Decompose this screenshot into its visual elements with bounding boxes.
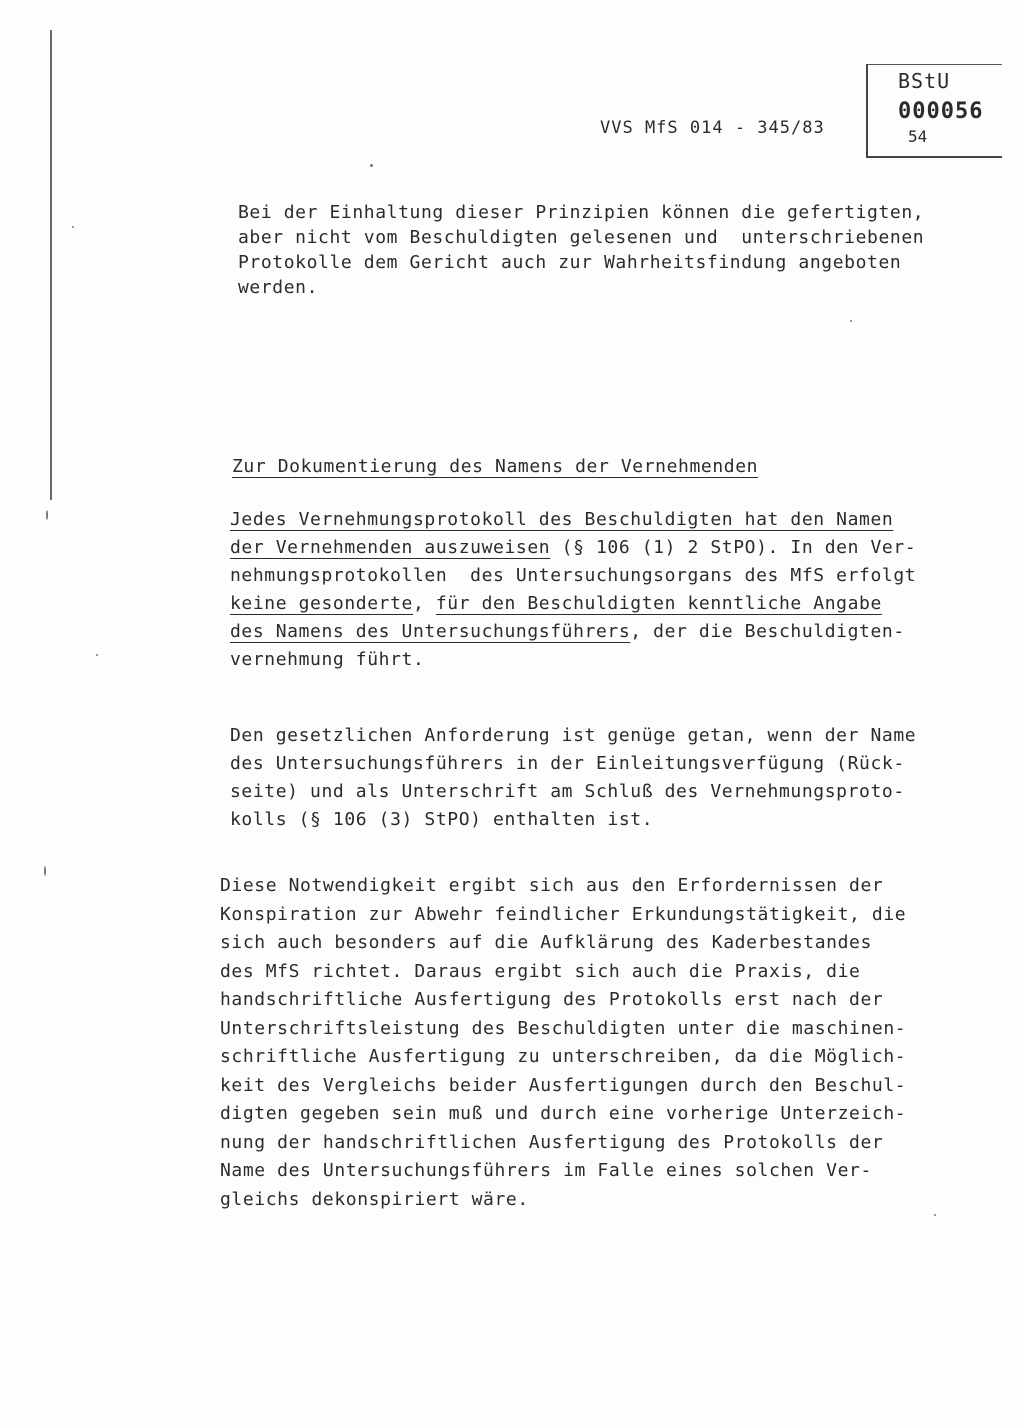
text-line: Den gesetzlichen Anforderung ist genüge getan, wenn der Name	[230, 725, 917, 746]
underlined-phrase: des Namens des Untersuchungsführers	[230, 621, 631, 642]
section-heading: Zur Dokumentierung des Namens der Vernehmenden	[232, 456, 759, 477]
paragraph-principles	[238, 200, 924, 300]
text-line: sich auch besonders auf die Aufklärung des Kaderbestandes	[220, 932, 872, 953]
text-line: Jedes Vernehmungsprotokoll des Beschuldigten hat den Namen	[230, 509, 894, 530]
scan-speck	[370, 164, 373, 167]
underlined-phrase: für den Beschuldigten kenntliche Angabe	[435, 593, 882, 614]
stamp-agency: BStU	[898, 69, 951, 93]
paragraph-requirements	[230, 722, 916, 834]
text-line: nung der handschriftlichen Ausfertigung des Protokolls der	[220, 1131, 884, 1153]
margin-line	[50, 30, 52, 500]
archive-stamp	[866, 64, 1002, 158]
stamp-page-number: 54	[908, 127, 928, 146]
text-span: ,	[413, 593, 436, 614]
text-line: des Untersuchungsführers in der Einleitungsverfügung (Rück-	[230, 753, 905, 774]
scan-speck	[46, 510, 48, 520]
underlined-phrase: der Vernehmenden auszuweisen	[230, 537, 551, 558]
scan-speck	[72, 226, 74, 228]
text-line: Unterschriftsleistung des Beschuldigten unter die maschinen-	[220, 1017, 907, 1039]
text-line	[230, 534, 916, 562]
scan-speck	[934, 1214, 936, 1216]
text-line	[230, 618, 916, 646]
text-line: Protokolle dem Gericht auch zur Wahrheitsfindung angeboten	[238, 252, 902, 273]
text-line: Diese Notwendigkeit ergibt sich aus den Erfordernissen der	[220, 875, 884, 896]
text-line: Name des Untersuchungsführers im Falle eines solchen Ver-	[220, 1160, 872, 1181]
text-line: schriftliche Ausfertigung zu unterschreiben, da die Möglich-	[220, 1046, 907, 1067]
text-line: digten gegeben sein muß und durch eine vorherige Unterzeich-	[220, 1103, 907, 1124]
text-line	[230, 590, 916, 618]
document-reference: VVS MfS 014 - 345/83	[600, 118, 825, 138]
text-line: des MfS richtet. Daraus ergibt sich auch die Praxis, die	[220, 960, 861, 982]
text-line: handschriftliche Ausfertigung des Protokolls erst nach der	[220, 989, 884, 1010]
text-line: werden.	[238, 277, 319, 298]
text-line: vernehmung führt.	[230, 649, 425, 670]
text-line: seite) und als Unterschrift am Schluß des Vernehmungsproto-	[230, 781, 905, 802]
paragraph-documentation	[230, 506, 916, 674]
text-line: gleichs dekonspiriert wäre.	[220, 1188, 529, 1210]
stamp-number: 000056	[898, 99, 984, 124]
text-line: kolls (§ 106 (3) StPO) enthalten ist.	[230, 809, 654, 830]
scan-speck	[44, 866, 46, 876]
text-span: (§ 106 (1) 2 StPO). In den Ver-	[550, 537, 917, 558]
text-span: , der die Beschuldigten-	[630, 621, 905, 642]
scan-speck	[96, 654, 98, 656]
underlined-phrase: keine gesonderte	[230, 593, 413, 614]
text-line: Bei der Einhaltung dieser Prinzipien können die gefertigten,	[238, 202, 925, 223]
text-line: nehmungsprotokollen des Untersuchungsorgans des MfS erfolgt	[230, 565, 917, 586]
text-line: keit des Vergleichs beider Ausfertigungen durch den Beschul-	[220, 1074, 907, 1096]
text-line: Konspiration zur Abwehr feindlicher Erkundungstätigkeit, die	[220, 903, 907, 925]
scan-speck	[850, 320, 852, 322]
text-line: aber nicht vom Beschuldigten gelesenen und unterschriebenen	[238, 227, 925, 248]
paragraph-necessity	[220, 872, 906, 1214]
